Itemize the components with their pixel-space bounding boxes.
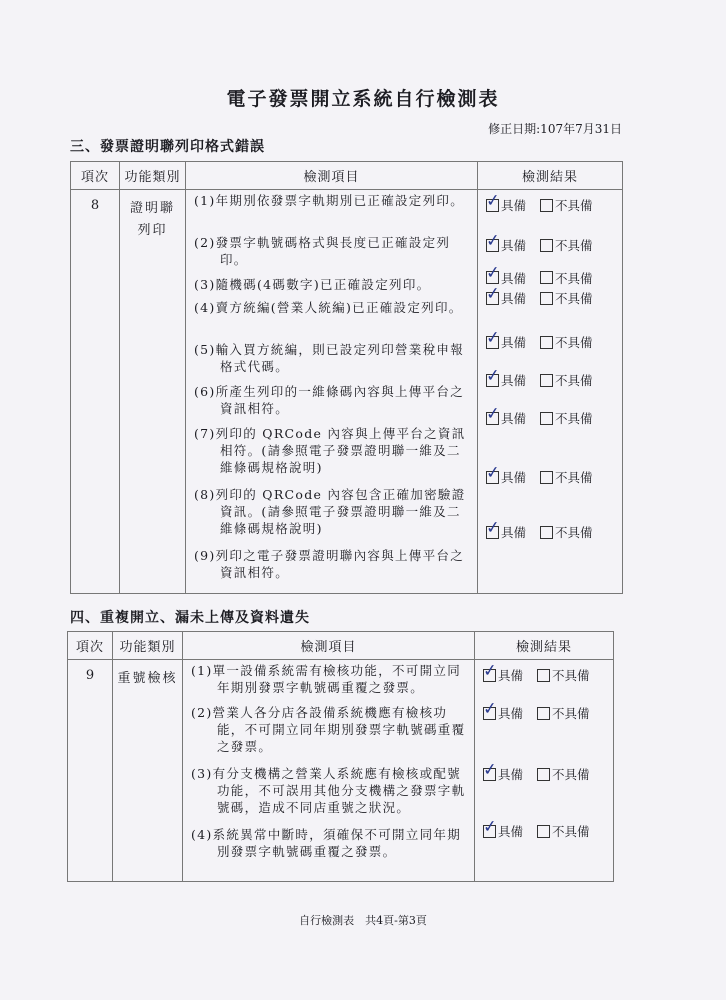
checkbox-yes[interactable]: ✓ [481,815,499,838]
check-item: (3)有分支機構之營業人系統應有檢核或配號功能，不可誤用其他分支機構之發票字軌號碼，造成不同店重號之狀況。 [191,766,466,815]
checkbox-yes[interactable]: ✓ [484,402,502,425]
checkbox-no[interactable] [537,707,550,720]
header-func: 功能類別 [113,632,183,660]
item-number: 8 [71,190,120,594]
header-item: 檢測項目 [186,162,478,190]
check-results [475,660,614,882]
result-row: ✓ 具備 不具備 [484,516,593,540]
check-items [186,190,478,594]
section3-heading: 三、發票證明聯列印格式錯誤 [70,139,265,155]
check-item: (4)賣方統編(營業人統編)已正確設定列印。 [194,300,463,315]
result-row: ✓ 具備 不具備 [484,461,593,485]
checkbox-no[interactable] [537,768,550,781]
check-item: (8)列印的 QRCode 內容包含正確加密驗證資訊。(請參照電子發票證明聯一維及二維條碼規格說明) [194,487,466,536]
checkbox-yes[interactable]: ✓ [484,229,502,252]
checkbox-no[interactable] [540,526,553,539]
checkbox-yes[interactable]: ✓ [484,461,502,484]
checkbox-yes[interactable]: ✓ [481,697,499,720]
check-item: (5)輸入買方統編，則已設定列印營業稅申報格式代碼。 [194,342,465,374]
header-item: 檢測項目 [183,632,475,660]
check-item: (2)營業人各分店各設備系統機應有檢核功能，不可開立同年期別發票字軌號碼重覆之發票。 [191,705,466,754]
result-row: ✓ 具備 不具備 [481,758,590,782]
checkbox-no[interactable] [540,412,553,425]
checkbox-no[interactable] [537,825,550,838]
checkbox-no[interactable] [540,292,553,305]
header-func: 功能類別 [120,162,186,190]
checkbox-no[interactable] [537,669,550,682]
document-title: 電子發票開立系統自行檢測表 [226,88,500,110]
item-number: 9 [68,660,113,882]
check-item: (2)發票字軌號碼格式與長度已正確設定列印。 [194,235,451,267]
check-item: (4)系統異常中斷時，須確保不可開立同年期別發票字軌號碼重覆之發票。 [191,827,462,859]
header-no: 項次 [71,162,120,190]
revision-date: 修正日期:107年7月31日 [488,122,622,136]
section4-table [67,631,614,882]
result-row: ✓ 具備 不具備 [484,229,593,253]
checkbox-yes[interactable]: ✓ [481,659,499,682]
checkbox-yes[interactable]: ✓ [481,758,499,781]
checkbox-yes[interactable]: ✓ [484,326,502,349]
header-result: 檢測結果 [478,162,623,190]
result-row: ✓ 具備 不具備 [484,262,593,286]
checkbox-yes[interactable]: ✓ [484,364,502,387]
function-category: 重號檢核 [113,660,183,882]
checkbox-yes[interactable]: ✓ [484,282,502,305]
checkbox-no[interactable] [540,374,553,387]
page-footer: 自行檢測表 共4頁-第3頁 [299,914,427,927]
result-row: ✓ 具備 不具備 [484,282,593,306]
check-item: (3)隨機碼(4碼數字)已正確設定列印。 [194,277,431,292]
header-no: 項次 [68,632,113,660]
header-result: 檢測結果 [475,632,614,660]
check-item: (1)年期別依發票字軌期別已正確設定列印。 [194,193,465,208]
result-row: ✓ 具備 不具備 [481,697,590,721]
checkbox-no[interactable] [540,239,553,252]
checkbox-yes[interactable]: ✓ [484,189,502,212]
check-item: (1)單一設備系統需有檢核功能，不可開立同年期別發票字軌號碼重覆之發票。 [191,663,462,695]
check-item: (6)所產生列印的一維條碼內容與上傳平台之資訊相符。 [194,384,465,416]
check-items [183,660,475,882]
check-item: (9)列印之電子發票證明聯內容與上傳平台之資訊相符。 [194,548,465,580]
section3-table [70,161,623,594]
checkbox-no[interactable] [540,271,553,284]
checkbox-yes[interactable]: ✓ [484,262,502,284]
result-row: ✓ 具備 不具備 [484,402,593,426]
section4-heading: 四、重複開立、漏未上傳及資料遺失 [70,610,310,626]
result-row: ✓ 具備 不具備 [484,326,593,350]
function-category: 證明聯列印 [120,190,186,594]
result-row: ✓ 具備 不具備 [481,659,590,683]
checkbox-no[interactable] [540,199,553,212]
checkbox-yes[interactable]: ✓ [484,516,502,539]
checkbox-no[interactable] [540,336,553,349]
result-row: ✓ 具備 不具備 [484,364,593,388]
check-results [478,190,623,594]
check-item: (7)列印的 QRCode 內容與上傳平台之資訊相符。(請參照電子發票證明聯一維及二維條碼規格說明) [194,426,466,475]
checkbox-no[interactable] [540,471,553,484]
result-row: ✓ 具備 不具備 [484,189,593,213]
result-row: ✓ 具備 不具備 [481,815,590,839]
